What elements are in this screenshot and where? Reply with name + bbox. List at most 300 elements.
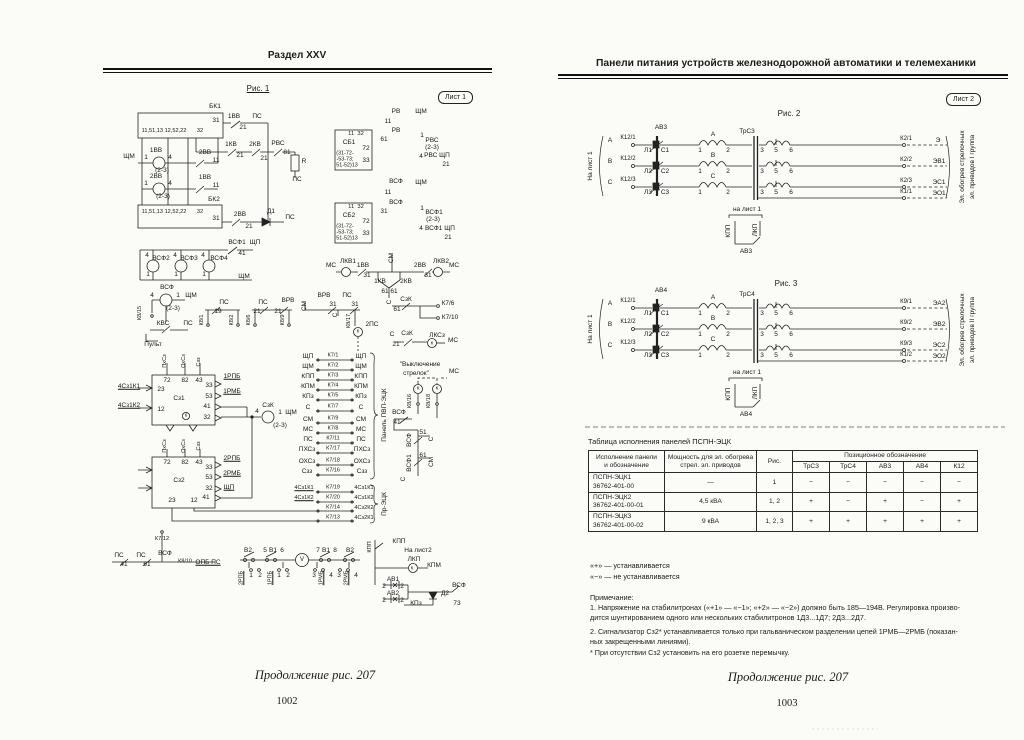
right-page-header: Панели питания устройств железнодорожной автоматики и телемеханики: [596, 58, 976, 69]
schematic-label: ПС: [219, 298, 229, 306]
schematic-label: ЩМ: [355, 362, 367, 370]
schematic-label: МС: [448, 367, 460, 375]
schematic-label: К1/1: [900, 189, 912, 195]
schematic-label: 2ВВ: [149, 172, 163, 180]
schematic-label: 81: [283, 148, 291, 156]
col-header-fig: Рис.: [757, 451, 793, 473]
schematic-label: ПхСз: [162, 354, 169, 368]
fig2-title: Рис. 2: [777, 109, 801, 118]
schematic-label: 53: [205, 392, 213, 400]
table-row: [589, 492, 978, 511]
schematic-label: 11 32: [348, 204, 364, 211]
schematic-label: -53-73;: [336, 229, 354, 236]
schematic-label: К8/17: [346, 313, 353, 329]
schematic-label: 31: [212, 116, 220, 124]
note-1-line-1: 1. Напряжение на стабилитронах («+1» — «−1»; «+2» — «−2») должно быть 185—194В. Регулировка произво-: [590, 603, 960, 612]
schematic-label: АВ3: [739, 247, 753, 255]
schematic-label: В: [607, 157, 613, 165]
schematic-label: К7/4: [327, 382, 339, 389]
schematic-label: 11,51,13 12,52,22: [141, 209, 187, 216]
schematic-label: СМ: [302, 415, 314, 423]
schematic-label: К12/2: [620, 156, 636, 162]
schematic-label: 51-52)13: [336, 235, 358, 242]
schematic-label: Л3: [644, 188, 652, 196]
schematic-label: АВ2: [386, 589, 400, 597]
schematic-label: К2/2: [900, 157, 912, 163]
schematic-label: 1РПБ: [267, 570, 274, 586]
schematic-label: 72: [362, 217, 370, 225]
schematic-label: 6: [789, 330, 793, 338]
schematic-label: К2/1: [900, 136, 912, 142]
schematic-label: В: [607, 320, 613, 328]
schematic-label: КПП: [367, 541, 374, 553]
schematic-label: 5: [774, 167, 778, 175]
pos-cell: +: [941, 512, 978, 531]
schematic-label: 12: [190, 496, 198, 504]
schematic-label: На лист2: [404, 546, 432, 554]
schematic-label: 2: [726, 167, 730, 175]
schematic-label: 3: [760, 167, 764, 175]
schematic-label: 4: [168, 179, 172, 187]
schematic-label: ПХСз: [353, 445, 371, 453]
schematic-label: С3: [660, 188, 670, 196]
schematic-label: 5: [774, 309, 778, 317]
table-title: Таблица исполнения панелей ПСПН-ЭЦК: [588, 437, 732, 446]
schematic-label: ПС: [114, 551, 124, 559]
schematic-label: Пр-ЭЦК: [380, 492, 388, 516]
schematic-label: ОПБ ПС: [195, 558, 221, 566]
schematic-label: Сзз: [301, 467, 313, 475]
schematic-label: (31-72-: [336, 150, 354, 157]
fig1-label: Рис. 1: [246, 84, 270, 93]
schematic-label: К8/10: [178, 558, 192, 565]
schematic-label: МС: [302, 425, 314, 433]
schematic-label: 1КВ: [225, 140, 237, 148]
schematic-label: 3: [760, 188, 764, 196]
schematic-label: 31: [363, 271, 371, 279]
schematic-label: ЛКП: [751, 386, 759, 400]
schematic-label: К7/13: [326, 514, 340, 521]
schematic-label: РВС ЩП: [424, 151, 450, 159]
schematic-label: КПП: [301, 372, 315, 380]
table-row: [589, 512, 978, 531]
schematic-label: ВСФ1: [425, 208, 443, 216]
schematic-label: 1: [698, 351, 702, 359]
schematic-label: 2ПС: [365, 320, 379, 328]
schematic-label: 4: [173, 251, 177, 259]
table-row: [589, 473, 978, 492]
pos-cell: +: [830, 512, 867, 531]
schematic-label: ВСФ2: [152, 254, 170, 262]
schematic-label: К: [410, 565, 414, 571]
schematic-label: R: [301, 157, 307, 165]
subcol-trc3: ТрС3: [793, 462, 830, 473]
schematic-label: К12/3: [620, 177, 636, 183]
schematic-label: (2-3): [273, 421, 287, 429]
schematic-label: ЭС2: [932, 341, 946, 349]
schematic-label: К7/14: [326, 504, 340, 511]
schematic-label: 1: [277, 571, 281, 579]
schematic-label: ЭВ2: [932, 320, 946, 328]
schematic-label: РВС: [425, 136, 439, 144]
schematic-label: 2РМБ: [343, 570, 350, 586]
schematic-label: 61: [419, 451, 427, 459]
schematic-label: ЭС1: [932, 178, 946, 186]
schematic-label: КПП: [392, 537, 406, 545]
schematic-label: эл. приводов II группа: [968, 296, 976, 364]
schematic-label: К8/6: [246, 314, 253, 326]
schematic-label: МС: [447, 336, 459, 344]
schematic-label: К8/9: [280, 314, 287, 326]
subcol-av4: АВ4: [904, 462, 941, 473]
schematic-label: ПС: [258, 298, 268, 306]
schematic-label: (2-3): [155, 166, 169, 174]
schematic-label: АВ1: [386, 575, 400, 583]
schematic-label: -53-73;: [336, 156, 354, 163]
schematic-label: К7/2: [327, 362, 339, 369]
schematic-label: ПС: [292, 175, 302, 183]
schematic-label: 3: [760, 309, 764, 317]
schematic-label: В1: [322, 546, 330, 554]
schematic-label: С: [710, 335, 716, 343]
schematic-label: ПС: [252, 112, 262, 120]
schematic-label: К7/9: [327, 415, 339, 422]
schematic-label: КВС: [156, 319, 170, 327]
schematic-label: 41: [238, 249, 246, 257]
pos-cell: −: [830, 492, 867, 511]
schematic-label: 2: [382, 596, 386, 604]
schematic-label: Л3: [644, 351, 652, 359]
note-asterisk: * При отсутствии Сз2 установить на его розетке перемычку.: [590, 648, 790, 657]
schematic-label: К12/3: [620, 340, 636, 346]
schematic-label: В2: [346, 546, 354, 554]
schematic-label: ПС: [342, 291, 352, 299]
pos-cell: +: [793, 512, 830, 531]
schematic-label: 4Сз1К1: [117, 382, 141, 390]
schematic-label: 61: [380, 135, 388, 143]
schematic-label: С1: [660, 146, 670, 154]
schematic-label: К7/8: [327, 425, 339, 432]
schematic-label: Л1: [644, 146, 652, 154]
schematic-label: 5: [774, 351, 778, 359]
schematic-label: 4Сз2К2: [354, 505, 374, 512]
schematic-label: ЛКП: [751, 223, 759, 237]
schematic-label: СМ: [387, 252, 395, 264]
schematic-label: К7/1: [327, 352, 339, 359]
schematic-label: 1РМБ: [223, 387, 241, 395]
schematic-label: 32: [205, 484, 213, 492]
schematic-label: стрелок": [403, 369, 429, 377]
schematic-label: (2-3): [166, 304, 180, 312]
schematic-label: На лист 1: [586, 151, 594, 181]
schematic-label: ЭА2: [932, 299, 946, 307]
schematic-label: Л2: [644, 330, 652, 338]
schematic-label: 11: [384, 188, 392, 196]
schematic-label: 1РМБ: [318, 570, 325, 586]
schematic-label: 4: [255, 407, 259, 415]
schematic-label: СзК: [401, 329, 413, 337]
schematic-label: 3: [337, 571, 341, 579]
schematic-label: ЩМ: [238, 272, 250, 280]
schematic-label: 4: [168, 153, 172, 161]
schematic-label: ЭВ1: [932, 157, 946, 165]
schematic-label: (2-3): [426, 215, 440, 223]
right-page-number: 1003: [776, 698, 798, 709]
schematic-label: 6: [789, 351, 793, 359]
schematic-label: 1: [278, 408, 282, 416]
schematic-label: 2ВВ: [198, 148, 212, 156]
panel-name-cell: ПСПН-ЭЦК2 36762-401-00-01: [589, 492, 665, 511]
note-1-line-2: дится шунтированием одного или нескольких стабилитронов 1Д3...1Д7; 2Д3...2Д7.: [590, 613, 866, 622]
fig3-title: Рис. 3: [774, 279, 798, 288]
schematic-label: 6: [789, 167, 793, 175]
schematic-label: К7/20: [326, 494, 340, 501]
power-cell: 9 кВА: [665, 512, 757, 531]
schematic-label: ЛКСз: [429, 331, 445, 339]
schematic-label: К9/1: [900, 299, 912, 305]
schematic-label: К: [430, 340, 434, 346]
schematic-label: К: [435, 385, 439, 391]
schematic-label: Эл. обогрев стрелочных: [958, 293, 966, 367]
schematic-label: 61: [381, 287, 389, 295]
schematic-label: 33: [205, 463, 213, 471]
schematic-label: С3: [660, 351, 670, 359]
schematic-label: 2: [258, 571, 262, 579]
schematic-label: 4: [201, 251, 205, 259]
schematic-label: 4Сз1К2: [354, 495, 374, 502]
schematic-label: 3: [760, 351, 764, 359]
fig-cell: 1, 2: [757, 492, 793, 511]
schematic-label: С: [385, 299, 393, 305]
schematic-label: В1: [269, 546, 277, 554]
schematic-label: С: [710, 172, 716, 180]
panel-name-cell: ПСПН-ЭЦК1 36762-401-00: [589, 473, 665, 492]
right-header-rule: [558, 74, 1008, 76]
schematic-label: КПП: [724, 387, 732, 401]
schematic-label: Д1: [266, 207, 276, 215]
schematic-label: ЩП: [223, 483, 235, 491]
schematic-label: Панель ПВП-ЭЦК: [380, 388, 388, 442]
schematic-label: 1: [202, 270, 206, 278]
schematic-label: ВСФ3: [180, 254, 198, 262]
schematic-label: 31: [351, 300, 359, 308]
schematic-label: 53: [205, 473, 213, 481]
pos-cell: +: [793, 492, 830, 511]
schematic-label: 11: [212, 181, 220, 189]
schematic-label: К7/17: [326, 445, 340, 452]
notes-heading: Примечание:: [590, 593, 634, 602]
legend-plus: «+» — устанавливается: [590, 561, 670, 570]
pos-cell: +: [867, 492, 904, 511]
schematic-label: 61: [143, 560, 151, 568]
schematic-label: К2/3: [900, 178, 912, 184]
schematic-label: КПП: [354, 372, 368, 380]
schematic-label: 2РМБ: [223, 469, 241, 477]
schematic-label: 21: [253, 307, 261, 315]
schematic-label: 2РПБ: [238, 570, 245, 586]
schematic-label: 43: [195, 458, 203, 466]
schematic-label: 23: [157, 385, 165, 393]
power-cell: 4,5 кВА: [665, 492, 757, 511]
schematic-label: КПз: [355, 392, 367, 400]
schematic-label: ВСФ: [160, 283, 174, 291]
schematic-label: 4: [329, 571, 333, 579]
schematic-label: 21: [239, 123, 247, 131]
schematic-label: С2: [660, 167, 670, 175]
schematic-label: К: [356, 328, 360, 334]
schematic-label: 19: [214, 307, 222, 315]
note-2-line-1: 2. Сигнализатор Сз2* устанавливается только при гальваническом разделении цепей 1РМБ—2РМБ (показан-: [590, 627, 958, 636]
schematic-label: ПС: [303, 435, 313, 443]
left-header-rule-thin: [103, 72, 492, 73]
schematic-label: 1: [144, 153, 148, 161]
schematic-label: ПС: [183, 319, 193, 327]
schematic-label: 1: [420, 204, 424, 212]
col-header-name: Исполнение панели и обозначение: [589, 451, 665, 473]
schematic-label: ЛКВ2: [432, 257, 450, 265]
subcol-av3: АВ3: [867, 462, 904, 473]
right-header-rule-thin: [558, 78, 1008, 79]
schematic-label: К7/16: [326, 467, 340, 474]
schematic-label: 2: [382, 582, 386, 590]
schematic-label: С: [427, 436, 435, 442]
schematic-label: (2-3): [156, 192, 170, 200]
schematic-label: на лист 1: [732, 368, 762, 376]
schematic-label: ВСФ: [389, 198, 403, 206]
schematic-label: ЩМ: [415, 107, 427, 115]
schematic-label: 41: [393, 418, 401, 426]
schematic-label: 11: [384, 117, 392, 125]
schematic-label: 43: [195, 376, 203, 384]
schematic-label: 1: [174, 270, 178, 278]
schematic-label: 51: [419, 428, 427, 436]
schematic-label: К7/5: [327, 392, 339, 399]
schematic-label: 4Сз2К1: [354, 515, 374, 522]
schematic-label: К7/7: [327, 403, 339, 410]
schematic-label: 4Сз1К2: [294, 495, 314, 502]
pos-cell: −: [904, 492, 941, 511]
schematic-label: МС: [448, 261, 460, 269]
schematic-label: ЩМ: [415, 178, 427, 186]
schematic-label: 33: [362, 229, 370, 237]
schematic-label: СМ: [300, 300, 308, 312]
col-header-power: Мощность для эл. обогрева стрел. эл. приводов: [665, 451, 757, 473]
schematic-label: К8/18: [426, 393, 433, 409]
schematic-label: СзК: [262, 401, 274, 409]
schematic-label: АВ3: [654, 123, 668, 131]
pos-cell: +: [941, 492, 978, 511]
schematic-label: А: [710, 130, 716, 138]
schematic-label: 21: [392, 340, 400, 348]
schematic-label: ВСФ1: [405, 454, 413, 472]
schematic-label: 61: [393, 305, 401, 313]
schematic-label: 2: [726, 330, 730, 338]
col-header-position: Позиционное обозначение: [793, 451, 978, 462]
schematic-label: ОхСз: [181, 354, 188, 368]
schematic-label: 33: [205, 381, 213, 389]
schematic-label: К7/18: [326, 457, 340, 464]
schematic-label: ПХСз: [298, 445, 316, 453]
schematic-label: А: [710, 293, 716, 301]
schematic-label: ПС: [285, 213, 295, 221]
schematic-label: 6: [789, 146, 793, 154]
schematic-label: 4: [419, 224, 423, 232]
sheet2-badge: Лист 2: [946, 93, 981, 106]
schematic-label: 21: [236, 151, 244, 159]
pos-cell: −: [941, 473, 978, 492]
schematic-label: А: [607, 299, 613, 307]
schematic-label: С2: [660, 330, 670, 338]
left-page-number: 1002: [276, 696, 298, 707]
schematic-label: 23: [168, 496, 176, 504]
schematic-label: 1: [698, 188, 702, 196]
right-caption: Продолжение рис. 207: [727, 670, 849, 684]
schematic-label: 31: [212, 214, 220, 222]
schematic-label: ВРВ: [281, 296, 295, 304]
schematic-label: МС: [325, 261, 337, 269]
schematic-label: 1: [144, 179, 148, 187]
schematic-label: 3: [760, 330, 764, 338]
schematic-label: К12/1: [620, 135, 636, 141]
schematic-label: 2: [726, 188, 730, 196]
schematic-label: 5: [774, 188, 778, 196]
schematic-label: 4: [145, 251, 149, 259]
schematic-label: ЩМ: [302, 362, 314, 370]
schematic-label: 33: [362, 156, 370, 164]
left-header-rule: [103, 68, 492, 70]
schematic-label: 31: [424, 271, 432, 279]
schematic-label: 21: [245, 222, 253, 230]
schematic-label: 2ВВ: [413, 261, 427, 269]
schematic-label: Сзз: [196, 357, 203, 367]
schematic-label: ОхСз: [181, 439, 188, 453]
schematic-label: К8/1: [199, 314, 206, 326]
pos-cell: −: [904, 473, 941, 492]
schematic-label: 1: [249, 571, 253, 579]
schematic-label: 72: [362, 144, 370, 152]
schematic-label: Сзз: [356, 467, 368, 475]
schematic-label: 11: [212, 156, 220, 164]
schematic-label: "Выключение: [399, 360, 441, 368]
schematic-label: КПМ: [427, 561, 441, 569]
schematic-label: 2: [400, 596, 404, 604]
schematic-label: 21: [442, 160, 450, 168]
schematic-label: Л2: [644, 167, 652, 175]
schematic-label: В: [710, 151, 716, 159]
schematic-label: ВСФ4: [210, 254, 228, 262]
schematic-label: С: [607, 178, 613, 186]
schematic-label: 2: [286, 571, 290, 579]
schematic-label: 1: [146, 270, 150, 278]
schematic-label: 32: [196, 128, 204, 135]
schematic-label: V: [299, 557, 305, 563]
schematic-label: А: [607, 136, 613, 144]
schematic-label: 51-52)13: [336, 162, 358, 169]
schematic-label: К12/2: [620, 319, 636, 325]
schematic-label: К12/1: [620, 298, 636, 304]
schematic-label: АВ4: [739, 410, 753, 418]
schematic-label: 1ВВ: [227, 112, 241, 120]
schematic-label: 8: [333, 546, 337, 554]
schematic-label: К8/2: [229, 314, 236, 326]
schematic-label: ВСФ1: [228, 238, 246, 246]
schematic-label: 11 32: [348, 131, 364, 138]
schematic-label: Сз1: [173, 394, 185, 402]
fig-cell: 1, 2, 3: [757, 512, 793, 531]
schematic-label: 1ВВ: [149, 146, 163, 154]
schematic-label: К9/2: [900, 320, 912, 326]
pos-cell: +: [867, 512, 904, 531]
